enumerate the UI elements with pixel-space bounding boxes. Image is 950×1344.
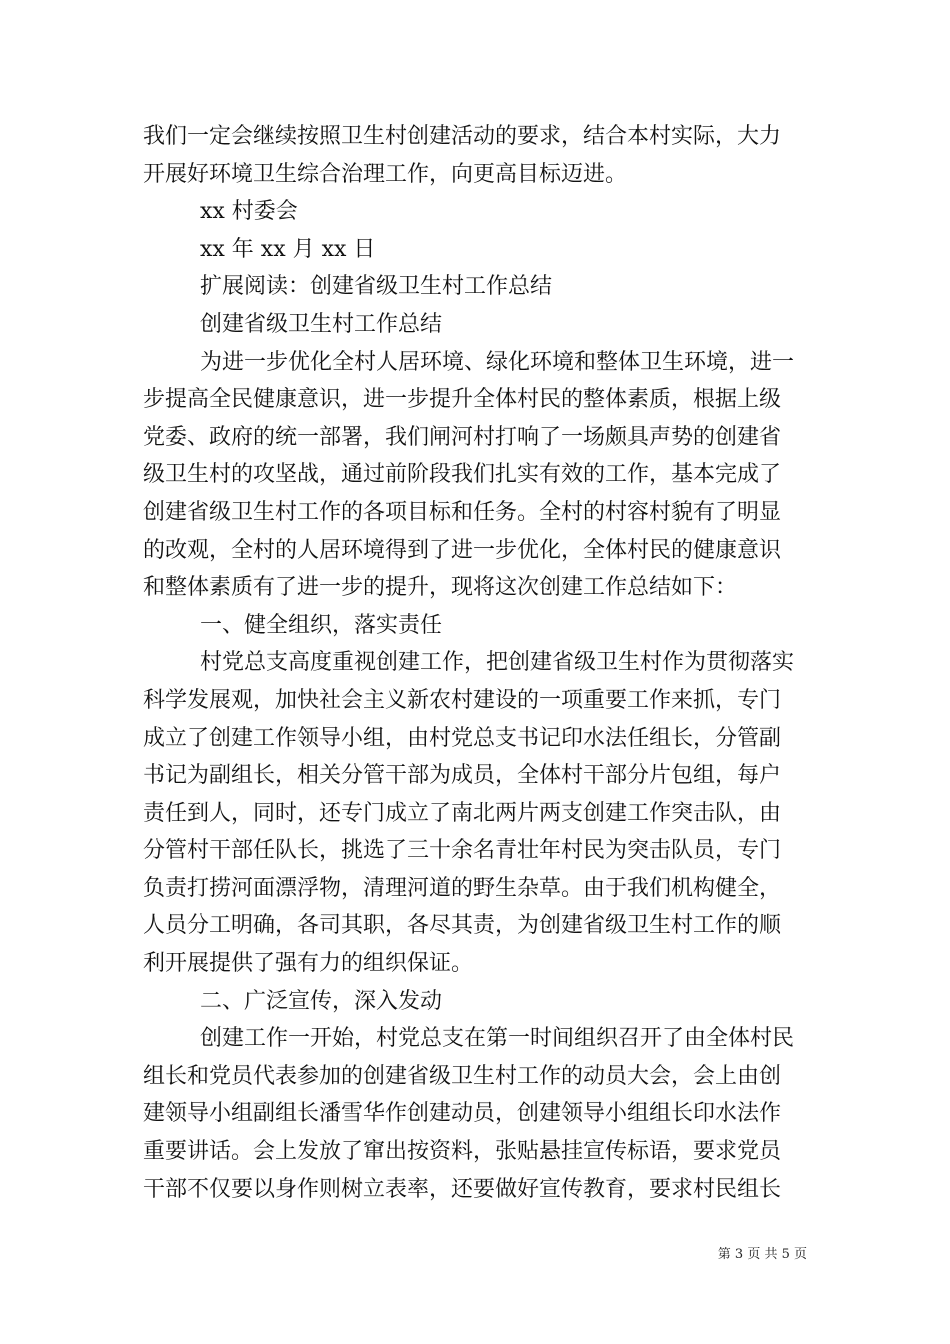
document-body bbox=[143, 118, 811, 1208]
text-line: 组长和党员代表参加的创建省级卫生村工作的动员大会，会上由创 bbox=[143, 1063, 782, 1089]
text-line: 一、健全组织，落实责任 bbox=[200, 612, 443, 638]
text-line: 分管村干部任队长，挑选了三十余名青壮年村民为突击队员，专门 bbox=[143, 838, 782, 864]
text-line: 和整体素质有了进一步的提升，现将这次创建工作总结如下： bbox=[143, 575, 738, 601]
text-line: xx 年 xx 月 xx 日 bbox=[200, 236, 376, 262]
text-line: 的改观，全村的人居环境得到了进一步优化，全体村民的健康意识 bbox=[143, 537, 782, 563]
text-line: 重要讲话。会上发放了窜出按资料，张贴悬挂宣传标语，要求党员 bbox=[143, 1139, 782, 1165]
text-line: 科学发展观，加快社会主义新农村建设的一项重要工作来抓，专门 bbox=[143, 687, 782, 713]
text-line: 为进一步优化全村人居环境、绿化环境和整体卫生环境，进一 bbox=[200, 349, 795, 375]
text-line: 步提高全民健康意识，进一步提升全体村民的整体素质，根据上级 bbox=[143, 387, 782, 413]
text-line: 扩展阅读：创建省级卫生村工作总结 bbox=[200, 274, 553, 300]
page-number: 第 3 页 共 5 页 bbox=[717, 1247, 807, 1262]
text-line: 干部不仅要以身作则树立表率，还要做好宣传教育，要求村民组长 bbox=[143, 1176, 782, 1202]
text-line: 我们一定会继续按照卫生村创建活动的要求，结合本村实际，大力 bbox=[143, 124, 782, 149]
text-line: 利开展提供了强有力的组织保证。 bbox=[143, 951, 474, 977]
text-line: 人员分工明确，各司其职，各尽其责，为创建省级卫生村工作的顺 bbox=[143, 913, 782, 939]
text-line: 书记为副组长，相关分管干部为成员，全体村干部分片包组，每户 bbox=[143, 763, 782, 789]
text-line: 村党总支高度重视创建工作，把创建省级卫生村作为贯彻落实 bbox=[200, 650, 795, 676]
text-line: 级卫生村的攻坚战，通过前阶段我们扎实有效的工作，基本完成了 bbox=[143, 462, 782, 488]
text-line: 负责打捞河面漂浮物，清理河道的野生杂草。由于我们机构健全， bbox=[143, 875, 782, 901]
text-line: xx 村委会 bbox=[200, 199, 298, 225]
text-line: 创建工作一开始，村党总支在第一时间组织召开了由全体村民 bbox=[200, 1026, 795, 1052]
text-line: 建领导小组副组长潘雪华作创建动员，创建领导小组组长印水法作 bbox=[143, 1101, 782, 1127]
text-line: 二、广泛宣传，深入发动 bbox=[200, 988, 443, 1014]
text-line: 创建省级卫生村工作总结 bbox=[200, 311, 443, 337]
text-line: 创建省级卫生村工作的各项目标和任务。全村的村容村貌有了明显 bbox=[143, 499, 782, 525]
text-line: 成立了创建工作领导小组，由村党总支书记印水法任组长，分管副 bbox=[143, 725, 782, 751]
text-line: 责任到人，同时，还专门成立了南北两片两支创建工作突击队，由 bbox=[143, 800, 782, 826]
text-line: 党委、政府的统一部署，我们闸河村打响了一场颇具声势的创建省 bbox=[143, 424, 782, 450]
text-line: 开展好环境卫生综合治理工作，向更高目标迈进。 bbox=[143, 161, 628, 187]
